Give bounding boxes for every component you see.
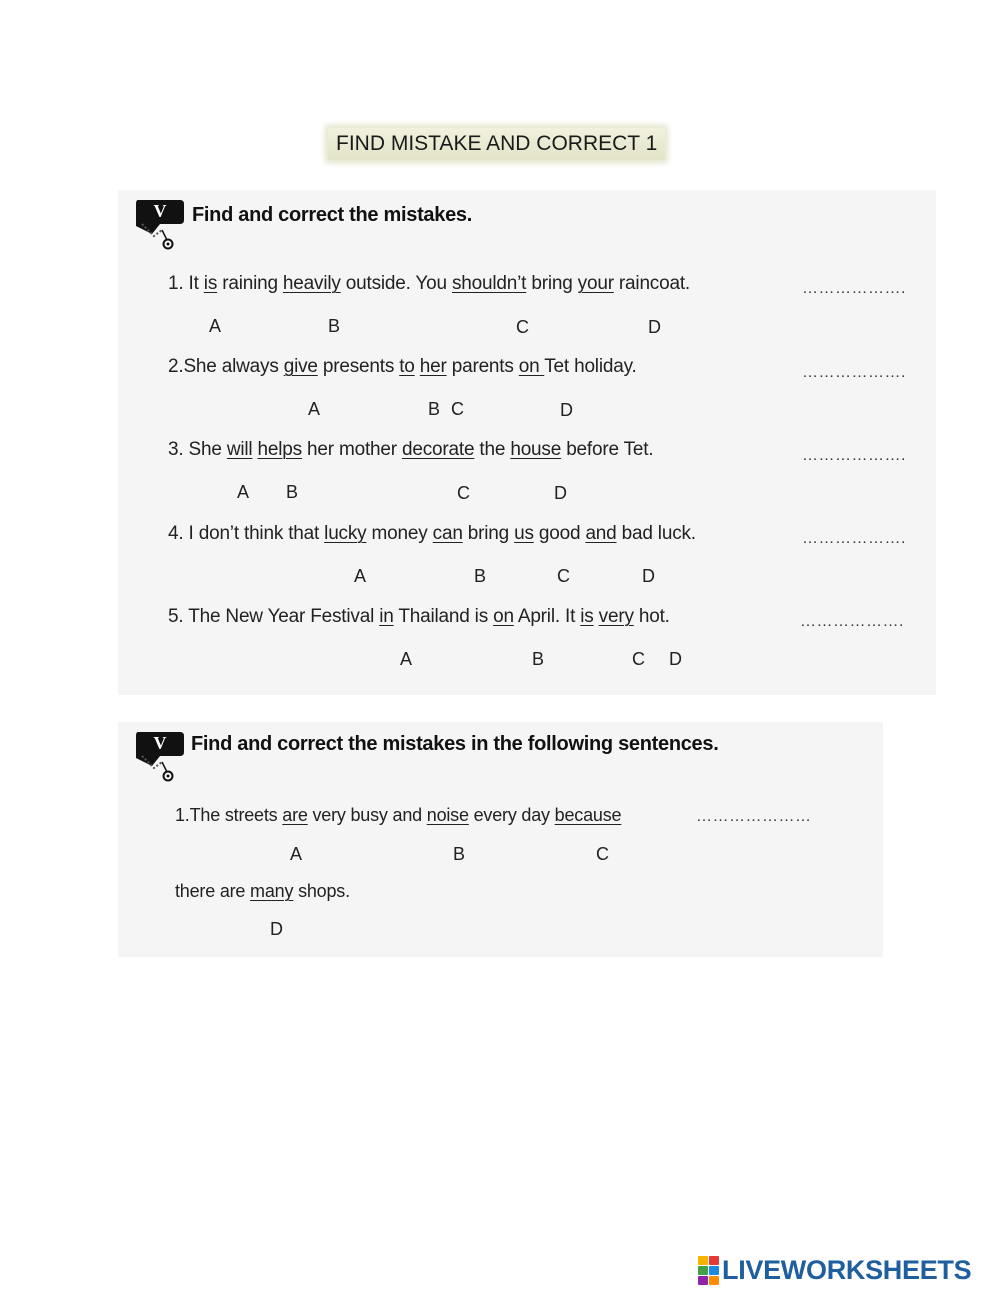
s1-item5-label-a: A — [400, 649, 413, 669]
s1-item1-label-a: A — [209, 316, 222, 336]
s1-item3-label-a: A — [237, 482, 250, 502]
s1-item2-label-c: C — [451, 399, 464, 419]
s1-item4-label-b: B — [474, 566, 487, 586]
s1-item2-answer-field[interactable]: ………………. — [802, 364, 906, 381]
s1-item3-label-b: B — [286, 482, 299, 502]
s1-item4-label-a: A — [354, 566, 367, 586]
s2-item1-label-b: B — [453, 844, 466, 864]
liveworksheets-logo — [698, 1256, 971, 1284]
s1-item1-label-d: D — [648, 317, 661, 337]
s2-item1-label-c: C — [596, 844, 609, 864]
s1-item1-label-c: C — [516, 317, 529, 337]
logo-text: LIVEWORKSHEETS — [722, 1254, 972, 1285]
s1-item4-label-c: C — [557, 566, 570, 586]
section2-badge-icon — [132, 728, 184, 784]
s1-item1-answer-field[interactable]: ………………. — [802, 280, 906, 297]
s1-item1-sentence: 1. It is raining heavily outside. You shouldn’t bring your raincoat. — [168, 273, 690, 294]
s1-item4-sentence: 4. I don’t think that lucky money can bring us good and bad luck. — [168, 523, 696, 544]
worksheet-title: FIND MISTAKE AND CORRECT 1 — [328, 128, 665, 160]
svg-text:V: V — [153, 733, 167, 753]
s1-item5-label-c: C — [632, 649, 645, 669]
s1-item3-label-d: D — [554, 483, 567, 503]
s2-item1-answer-field[interactable]: ………………… — [696, 808, 812, 825]
svg-text:V: V — [153, 201, 167, 221]
s1-item2-sentence: 2.She always give presents to her parents on Tet holiday. — [168, 356, 637, 377]
s2-item1-sentence-line2: there are many shops. — [175, 881, 350, 901]
s1-item3-answer-field[interactable]: ………………. — [802, 447, 906, 464]
s1-item1-label-b: B — [328, 316, 341, 336]
s1-item2-label-b: B — [428, 399, 441, 419]
s1-item5-label-d: D — [669, 649, 682, 669]
s2-item1-sentence-line1: 1.The streets are very busy and noise every day because — [175, 805, 622, 825]
s1-item3-label-c: C — [457, 483, 470, 503]
section2-heading: Find and correct the mistakes in the following sentences. — [191, 733, 719, 755]
s1-item2-label-a: A — [308, 399, 321, 419]
s2-item1-label-d: D — [270, 919, 283, 939]
s1-item3-sentence: 3. She will helps her mother decorate the house before Tet. — [168, 439, 654, 460]
s1-item5-answer-field[interactable]: ………………. — [800, 613, 904, 630]
s1-item5-label-b: B — [532, 649, 545, 669]
logo-blocks-icon — [698, 1256, 719, 1285]
scan-region-2 — [118, 722, 883, 957]
s1-item2-label-d: D — [560, 400, 573, 420]
s1-item4-label-d: D — [642, 566, 655, 586]
s1-item5-sentence: 5. The New Year Festival in Thailand is on April. It is very hot. — [168, 606, 670, 627]
section1-heading: Find and correct the mistakes. — [192, 204, 472, 226]
s1-item4-answer-field[interactable]: ………………. — [802, 530, 906, 547]
section-badge-icon — [132, 196, 184, 252]
s2-item1-label-a: A — [290, 844, 303, 864]
